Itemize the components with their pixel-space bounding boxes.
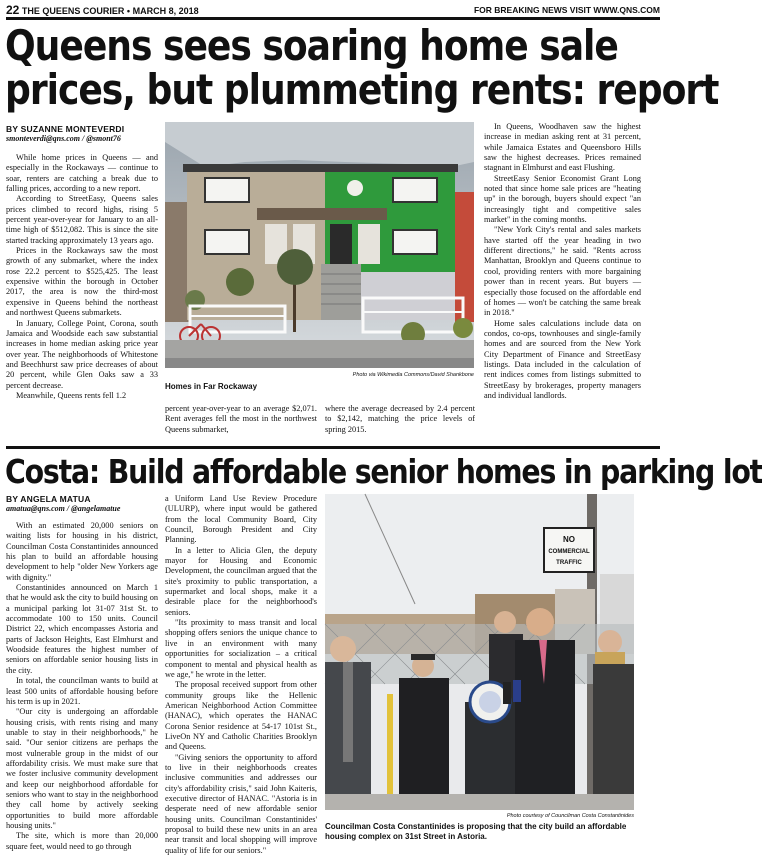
paragraph: The site, which is more than 20,000 square feet, would need to go through (6, 831, 158, 851)
folio-separator: • (126, 6, 131, 16)
far-rockaway-homes-photo (165, 122, 474, 368)
paragraph: "Giving seniors the opportunity to afford to live in their neighborhoods creates inclusive communities and addresses our city's affordability crisis," said John Kaiteris, executive director of HANAC. "Astoria is in desperate need of new affordable senior housing units. Councilman Constantinides' proposal to build these new units in an area near transit and local shopping will improve quality of life for our seniors." (165, 752, 317, 855)
article1-column-1 (6, 153, 158, 438)
header-rule (6, 17, 660, 20)
folio (6, 3, 199, 17)
section-rule (6, 446, 660, 449)
paragraph: percent year-over-year to an average $2,071. Rent averages fell the most in the northwest Queens submarket, (165, 404, 317, 434)
publication-name: THE QUEENS COURIER (21, 6, 125, 16)
paragraph: In Queens, Woodhaven saw the highest increase in median asking rent at 31 percent, while Jamaica Estates and Queensboro Hills saw the highest decreases. Prices remained stagnant in Elmhurst and east Flushing. (484, 122, 641, 173)
paragraph: According to StreetEasy, Queens sales prices climbed to record highs, rising 5 percent year-over-year for January to an all-time high of $512,082. This is since the site started tracking approximately 13 years ago. (6, 194, 158, 245)
article1-email: smonteverdi@qns.com / @smont76 (6, 134, 121, 143)
paragraph: In a letter to Alicia Glen, the deputy mayor for Housing and Economic Development, the councilman argued that the site's proximity to public transportation, a supermarket and local shops, make it a desirable place for the neighborhood's seniors. (165, 545, 317, 617)
press-conference-illustration (325, 494, 634, 810)
paragraph: "Our city is undergoing an affordable housing crisis, with rents rising and many unable to stay in their neighborhoods," he said. "Our senior citizens are perhaps the most vulnerable group in the midst of our affordability crisis. We must make sure that we foster inclusive community development and keep our neighborhood affordable for seniors who want to stay in the neighborhood they call home by actively seeking opportunities to build more affordable housing units." (6, 707, 158, 830)
paragraph: "New York City's rental and sales markets have started off the year heading in two different directions," he said. "Rents across Manhattan, Brooklyn and Queens continue to cool, providing renters with more bargaining power than in recent years. But buyers — especially those focused on the affordable end of homes — won't be catching the same break in 2018." (484, 225, 641, 318)
article2-email: amatua@qns.com / @angelamatue (6, 504, 121, 513)
paragraph: Home sales calculations include data on condos, co-ops, townhouses and single-family homes and are sourced from the New York City Department of Finance and StreetEasy listings. Data included in the calculation of rent indices comes from listings submitted to StreetEasy by brokerages, property managers and individual landlords. (484, 318, 641, 400)
article2-byline: BY ANGELA MATUA (6, 494, 91, 504)
article1-photo-caption: Homes in Far Rockaway (165, 382, 258, 391)
paragraph: Constantinides announced on March 1 that he would ask the city to build housing on a municipal parking lot 31-07 31st St. to accommodate 100 to 150 units. Council District 22, which encompasses Astoria and parts of Jackson Heights, East Elmhurst and Woodside features the highest number of seniors on affordable senior housing lists in the city. (6, 583, 158, 675)
article1-photo-credit: Photo via Wikimedia Commons/David Shankbone (352, 372, 474, 378)
page-number: 22 (6, 3, 20, 17)
article2-column-2 (165, 494, 317, 855)
paragraph: Meanwhile, Queens rents fell 1.2 (16, 390, 127, 400)
article1-headline-line2: prices, but plummeting rents: report (5, 65, 719, 114)
paragraph: The proposal received support from other community groups like the Hellenic American Neighborhood Action Committee (HANAC), which operates the HANAC Corona Senior residence at 54-17 101st St., LiveOn NY and Catholic Charities Brooklyn and Queens. (165, 680, 317, 752)
breaking-news-tagline: FOR BREAKING NEWS VISIT WWW.QNS.COM (473, 5, 660, 15)
article2-photo-caption: Councilman Costa Constantinides is proposing that the city build an affordable housing complex on 31st Street in Astoria. (325, 822, 627, 841)
article1-byline: BY SUZANNE MONTEVERDI (6, 124, 125, 134)
councilman-press-photo (325, 494, 634, 810)
article1-headline (5, 21, 719, 114)
paragraph: where the average decreased by 2.4 percent to $2,142, matching the price levels of spring 2015. (325, 404, 475, 434)
homes-illustration (165, 122, 474, 368)
paragraph: StreetEasy Senior Economist Grant Long noted that since home sale prices are "heating up" in the borough, buyers should expect "an increasingly tight and competitive sales market" in the coming months. (484, 173, 641, 225)
paragraph: In total, the councilman wants to build at least 500 units of affordable housing before his term is up in 2021. (6, 676, 158, 706)
issue-date: MARCH 8, 2018 (132, 6, 199, 16)
svg-text:COMMERCIAL: COMMERCIAL (548, 549, 590, 555)
paragraph: With an estimated 20,000 seniors on waiting lists for housing in his district, Councilman Costa Constantinides announced his plan to build an affordable housing development to help "older New Yorkers age with dignity." (6, 521, 158, 582)
paragraph: In January, College Point, Corona, south Jamaica and Woodside each saw substantial increases in home median asking price year over year. The neighborhoods of Whitestone and Beechhurst saw price decreases of about 20 percent, while Glen Oaks saw a 33 percent decrease. (6, 318, 158, 390)
paragraph: a Uniform Land Use Review Procedure (ULURP), where input would be gathered from the local Community Board, City Council, Borough President and City Planning. (165, 494, 317, 545)
paragraph: While home prices in Queens — and especially in the Rockaways — continue to soar, renters are catching a break due to falling prices, according to a new report. (6, 153, 158, 194)
svg-text:NO: NO (563, 535, 575, 544)
article1-headline-line1: Queens sees soaring home sale (5, 21, 618, 70)
article2-photo-credit: Photo courtesy of Councilman Costa Constantinides (506, 813, 634, 819)
page-header (6, 3, 660, 17)
no-commercial-traffic-sign (544, 528, 594, 572)
article2-column-1 (6, 521, 158, 851)
paragraph: "Its proximity to mass transit and local shopping offers seniors the unique chance to live in an environment with many opportunities for socialization – a critical component to mental and physical health as we age," he wrote in the letter. (165, 618, 317, 679)
article1-column-2 (165, 404, 317, 438)
paragraph: Prices in the Rockaways saw the most growth of any submarket, where the index rose 22.2 percent to $525,425. The least expensive within the borough in October 2017, the area is now the third-most expensive in Queens behind the northeast and northwest Queens submarkets. (6, 246, 158, 318)
svg-text:TRAFFIC: TRAFFIC (556, 560, 582, 566)
article1-column-4 (484, 122, 641, 438)
article1-column-3 (325, 404, 475, 438)
article2-headline: Costa: Build affordable senior homes in parking lot (5, 452, 762, 491)
